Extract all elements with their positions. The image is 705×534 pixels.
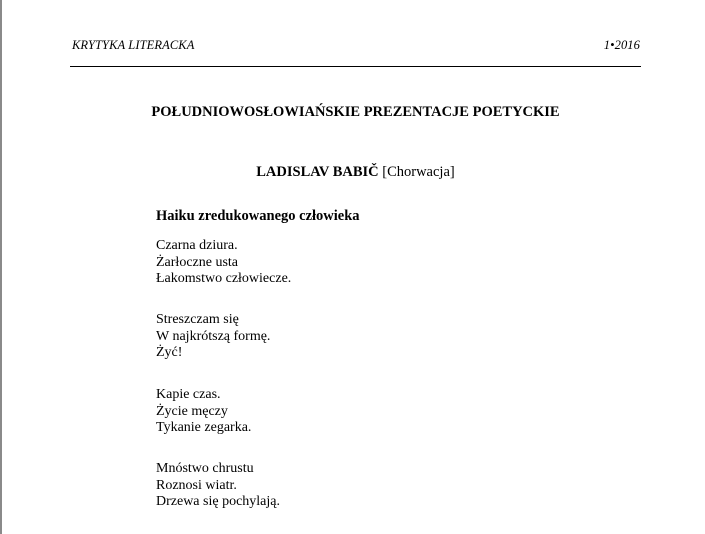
poem-line: Czarna dziura. — [156, 238, 238, 253]
section-title: POŁUDNIOWOSŁOWIAŃSKIE PREZENTACJE POETYCKIE — [151, 104, 560, 120]
stanza — [156, 461, 280, 511]
stanza — [156, 387, 251, 437]
author-name: LADISLAV BABIČ — [256, 164, 379, 180]
author-country: [Chorwacja] — [382, 164, 455, 180]
poem-line: W najkrótszą formę. — [156, 328, 271, 344]
stanza — [156, 312, 270, 362]
author-line — [70, 164, 641, 181]
poem-line: Mnóstwo chrustu — [156, 461, 254, 476]
poem-line: Tykanie zegarka. — [156, 420, 252, 435]
poem-title: Haiku zredukowanego człowieka — [156, 208, 360, 224]
poem-line: Kapie czas. — [156, 387, 221, 402]
journal-name: KRYTYKA LITERACKA — [72, 38, 195, 52]
header-rule — [70, 66, 641, 67]
poem-line: Roznosi wiatr. — [156, 477, 237, 493]
poem-line: Drzewa się pochylają. — [156, 494, 280, 509]
poem-line: Streszczam się — [156, 312, 239, 327]
poem-line: Żyć! — [156, 345, 183, 360]
poem-line: Życie męczy — [156, 403, 228, 419]
issue-number: 1•2016 — [603, 38, 640, 52]
page-left-edge — [0, 0, 2, 534]
poem-line: Łakomstwo człowiecze. — [156, 271, 292, 286]
poem-line: Żarłoczne usta — [156, 254, 239, 270]
stanza — [156, 238, 291, 288]
